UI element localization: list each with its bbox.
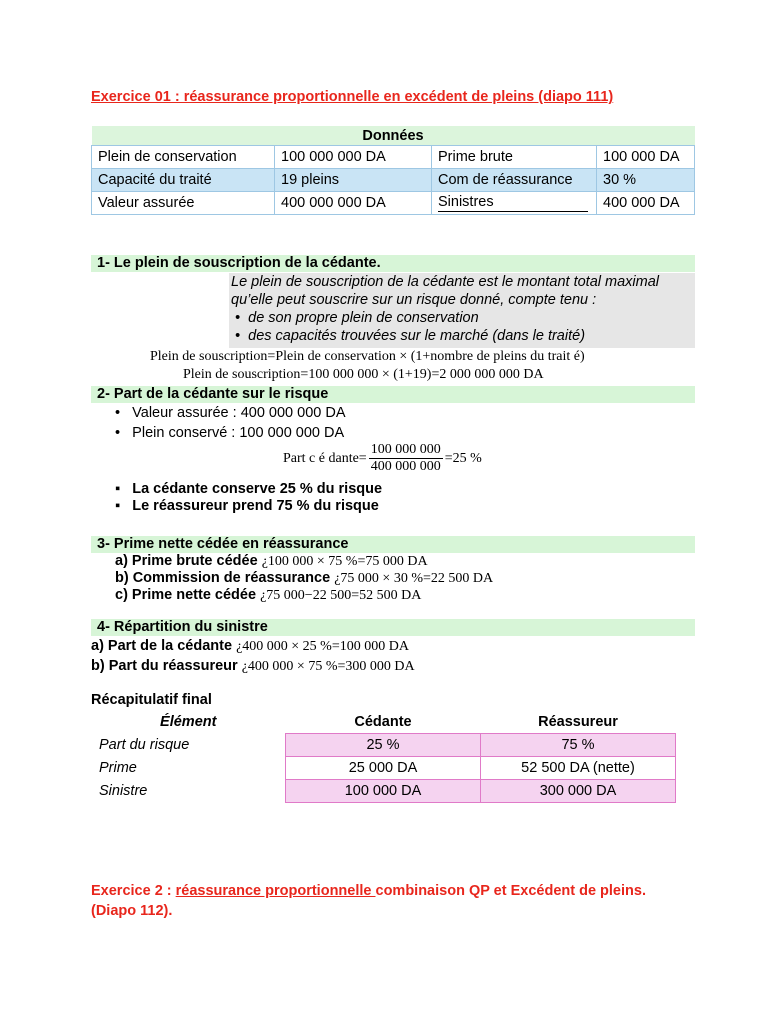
bullet-text: des capacités trouvées sur le marché (dans le traité) (248, 328, 586, 344)
item-formula: ¿400 000 × 25 %=100 000 DA (236, 639, 409, 654)
item-formula: ¿75 000 × 30 %=22 500 DA (334, 571, 494, 586)
section3-heading (91, 536, 695, 553)
table-row (91, 780, 676, 803)
exercise2-line2: (Diapo 112). (91, 903, 173, 919)
item-label: b) Part du réassureur (91, 658, 238, 674)
table-row (91, 757, 676, 780)
item-label: a) Prime brute cédée (115, 553, 258, 569)
fraction-rhs: =25 % (444, 450, 482, 466)
table-cell: Capacité du traité (92, 169, 275, 192)
bullet-text: La cédante conserve 25 % du risque (132, 481, 383, 497)
table-cell: 25 000 DA (286, 757, 481, 780)
fraction (369, 442, 443, 475)
exercise2-suffix: combinaison QP et Excédent de pleins. (375, 883, 646, 899)
fraction-lhs: Part c é dante= (283, 450, 367, 466)
donnees-table (91, 126, 695, 215)
item-label: c) Prime nette cédée (115, 587, 257, 603)
bullet-text: Le réassureur prend 75 % du risque (132, 498, 379, 514)
section4-heading (91, 619, 695, 636)
list-item (115, 405, 346, 421)
list-item (115, 570, 493, 587)
bullet-text: de son propre plein de conservation (248, 310, 479, 326)
fraction-denominator: 400 000 000 (370, 459, 441, 474)
section2-title: 2- Part de la cédante sur le risque (97, 386, 329, 402)
item-formula: ¿75 000−22 500=52 500 DA (260, 588, 422, 603)
exercise2-prefix: Exercice 2 : (91, 883, 176, 899)
sinistres-label: Sinistres (438, 194, 588, 212)
table-row (91, 734, 676, 757)
table-cell: 100 000 DA (597, 146, 695, 169)
table-cell: 400 000 DA (597, 192, 695, 215)
table-cell: Valeur assurée (92, 192, 275, 215)
formula-plein-souscription: Plein de souscription=Plein de conservation × (1+nombre de pleins du trait é) (150, 349, 585, 364)
column-header: Élément (160, 714, 217, 731)
table-row (92, 169, 695, 192)
definition-bullet (229, 327, 695, 345)
table-cell (432, 192, 597, 215)
table-cell: 75 % (481, 734, 676, 757)
list-item (91, 638, 409, 655)
table-cell: 19 pleins (275, 169, 432, 192)
table-header-row (91, 711, 676, 734)
table-cell: 30 % (597, 169, 695, 192)
table-cell: Part du risque (99, 737, 190, 753)
table-cell: Com de réassurance (432, 169, 597, 192)
bullet-icon: • (235, 310, 249, 326)
bullet-icon: • (115, 405, 133, 421)
column-header: Cédante (354, 714, 412, 730)
item-formula: ¿100 000 × 75 %=75 000 DA (261, 554, 428, 569)
table-cell: Prime (99, 760, 137, 776)
bullet-icon: • (235, 328, 249, 344)
section3-title: 3- Prime nette cédée en réassurance (97, 536, 349, 552)
formula-part-cedante (283, 442, 482, 475)
bullet-icon: • (115, 425, 133, 441)
definition-box (229, 273, 695, 348)
item-label: b) Commission de réassurance (115, 570, 331, 586)
table-cell: 300 000 DA (481, 780, 676, 803)
item-formula: ¿400 000 × 75 %=300 000 DA (241, 659, 415, 674)
section1-title: 1- Le plein de souscription de la cédante. (97, 255, 381, 271)
square-bullet-icon: ▪ (115, 498, 133, 514)
definition-line: qu’elle peut souscrire sur un risque donné, compte tenu : (231, 292, 597, 308)
recap-table (91, 711, 676, 803)
table-cell: 400 000 000 DA (275, 192, 432, 215)
section1-heading (91, 255, 695, 272)
list-item (115, 587, 421, 604)
table-cell: 52 500 DA (nette) (481, 757, 676, 780)
table-row (92, 146, 695, 169)
item-label: a) Part de la cédante (91, 638, 233, 654)
section2-heading (91, 386, 695, 403)
donnees-header: Données (92, 126, 695, 146)
exercise2-title (91, 881, 695, 921)
section4-title: 4- Répartition du sinistre (97, 619, 268, 635)
square-bullet-icon: ▪ (115, 481, 133, 497)
list-item (91, 658, 415, 675)
definition-bullet (229, 309, 695, 327)
bullet-text: Valeur assurée : 400 000 000 DA (132, 405, 346, 421)
list-item (115, 553, 428, 570)
exercise1-title: Exercice 01 : réassurance proportionnelle en excédent de pleins (diapo 111) (91, 89, 614, 105)
table-cell: 100 000 000 DA (275, 146, 432, 169)
table-cell: Plein de conservation (92, 146, 275, 169)
table-row (92, 192, 695, 215)
table-cell: 25 % (286, 734, 481, 757)
definition-line: Le plein de souscription de la cédante est le montant total maximal (231, 274, 659, 290)
bullet-text: Plein conservé : 100 000 000 DA (132, 425, 345, 441)
recap-title: Récapitulatif final (91, 692, 212, 708)
table-cell: Prime brute (432, 146, 597, 169)
list-item (115, 425, 344, 441)
column-header: Réassureur (538, 714, 618, 730)
fraction-numerator: 100 000 000 (370, 442, 441, 457)
table-cell: 100 000 DA (286, 780, 481, 803)
list-item (115, 498, 379, 514)
list-item (115, 481, 382, 497)
table-cell: Sinistre (99, 783, 148, 799)
exercise2-underlined: réassurance proportionnelle (175, 883, 376, 899)
formula-plein-souscription-value: Plein de souscription=100 000 000 × (1+19)=2 000 000 000 DA (183, 367, 544, 382)
